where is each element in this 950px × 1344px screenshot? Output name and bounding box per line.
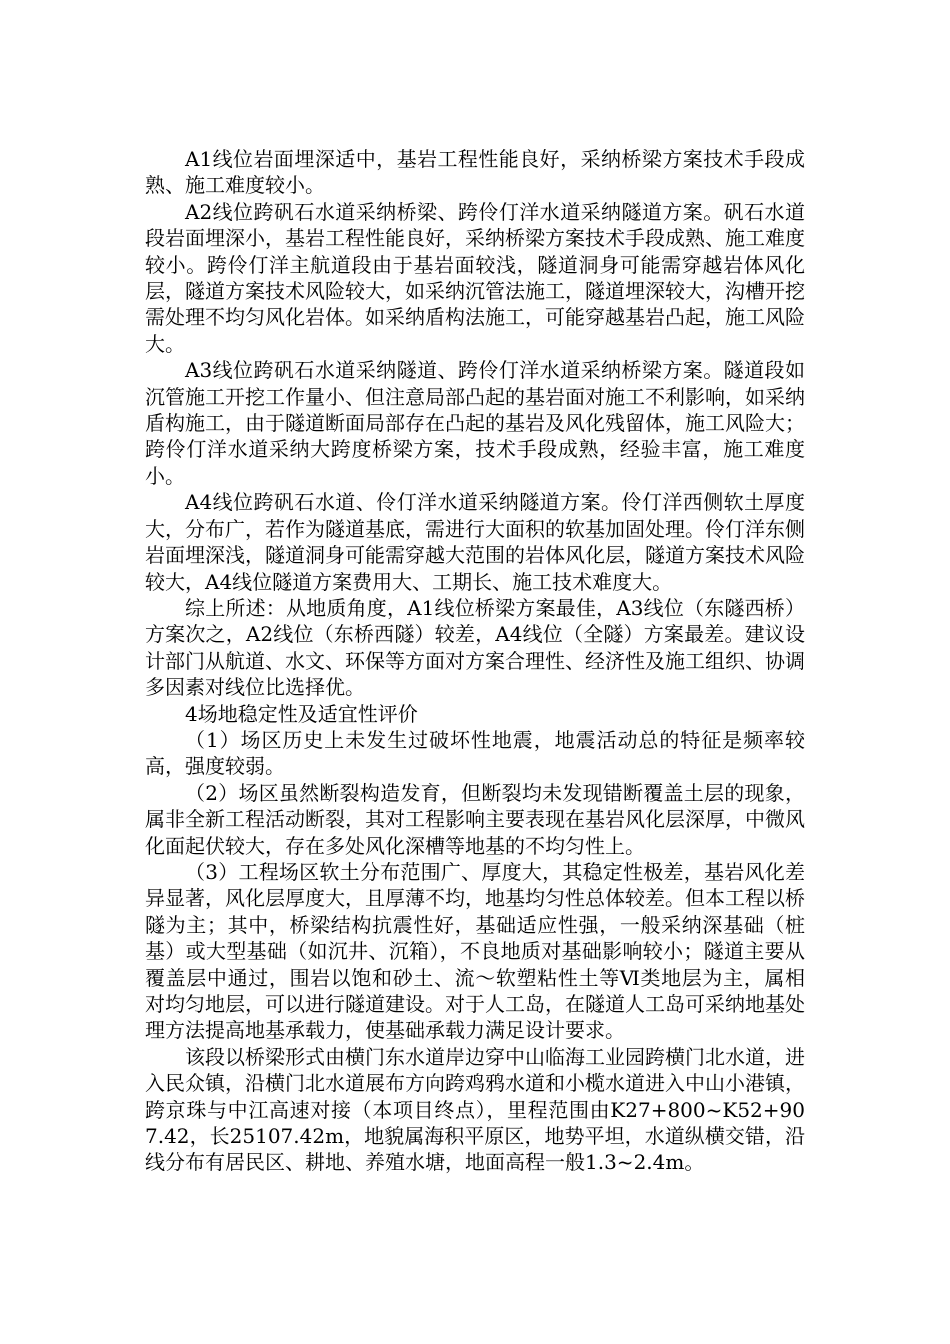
paragraph-a2-route: A2线位跨矾石水道采纳桥梁、跨伶仃洋水道采纳隧道方案。矾石水道段岩面埋深小，基岩工程性能良好，采纳桥梁方案技术手段成熟、施工难度较小。跨伶仃洋主航道段由于基岩面较浅，隧道洞身可能需穿越岩体风化层，隧道方案技术风险较大，如采纳沉管法施工，隧道埋深较大，沟槽开挖需处理不均匀风化岩体。如采纳盾构法施工，可能穿越基岩凸起，施工风险大。 — [145, 199, 805, 356]
paragraph-route-section: 该段以桥梁形式由横门东水道岸边穿中山临海工业园跨横门北水道，进入民众镇，沿横门北水道展布方向跨鸡鸦水道和小榄水道进入中山小港镇，跨京珠与中江高速对接（本项目终点），里程范围由K27+800~K52+907.42，长25107.42m，地貌属海积平原区，地势平坦，水道纵横交错，沿线分布有居民区、耕地、养殖水塘，地面高程一般1.3~2.4m。 — [145, 1044, 805, 1175]
paragraph-a4-route: A4线位跨矾石水道、伶仃洋水道采纳隧道方案。伶仃洋西侧软土厚度大，分布广，若作为隧道基底，需进行大面积的软基加固处理。伶仃洋东侧岩面埋深浅，隧道洞身可能需穿越大范围的岩体风化层，隧道方案技术风险较大，A4线位隧道方案费用大、工期长、施工技术难度大。 — [145, 490, 805, 594]
paragraph-item-3: （3）工程场区软土分布范围广、厚度大，其稳定性极差，基岩风化差异显著，风化层厚度大，且厚薄不均，地基均匀性总体较差。但本工程以桥隧为主；其中，桥梁结构抗震性好，基础适应性强，一般采纳深基础（桩基）或大型基础（如沉井、沉箱），不良地质对基础影响较小；隧道主要从覆盖层中通过，围岩以饱和砂土、流～软塑粘性土等Ⅵ类地层为主，属相对均匀地层，可以进行隧道建设。对于人工岛，在隧道人工岛可采纳地基处理方法提高地基承载力，使基础承载力满足设计要求。 — [145, 859, 805, 1043]
section-heading: 4场地稳定性及适宜性评价 — [185, 701, 418, 726]
paragraph-item-2: （2）场区虽然断裂构造发育，但断裂均未发现错断覆盖土层的现象，属非全新工程活动断裂，其对工程影响主要表现在基岩风化层深厚，中微风化面起伏较大，存在多处风化深槽等地基的不均匀性上。 — [145, 780, 805, 858]
paragraph-a1-route: A1线位岩面埋深适中，基岩工程性能良好，采纳桥梁方案技术手段成熟、施工难度较小。 — [145, 147, 805, 198]
document-page — [145, 146, 805, 1176]
paragraph-item-1: （1）场区历史上未发生过破坏性地震，地震活动总的特征是频率较高，强度较弱。 — [145, 727, 805, 779]
paragraph-a3-route: A3线位跨矾石水道采纳隧道、跨伶仃洋水道采纳桥梁方案。隧道段如沉管施工开挖工作量小、但注意局部凸起的基岩面对施工不利影响，如采纳盾构施工，由于隧道断面局部存在凸起的基岩及风化残留体，施工风险大；跨伶仃洋水道采纳大跨度桥梁方案，技术手段成熟，经验丰富，施工难度小。 — [145, 358, 805, 488]
paragraph-summary: 综上所述：从地质角度，A1线位桥梁方案最佳，A3线位（东隧西桥）方案次之，A2线位（东桥西隧）较差，A4线位（全隧）方案最差。建议设计部门从航道、水文、环保等方面对方案合理性、经济性及施工组织、协调多因素对线位比选择优。 — [145, 595, 805, 700]
